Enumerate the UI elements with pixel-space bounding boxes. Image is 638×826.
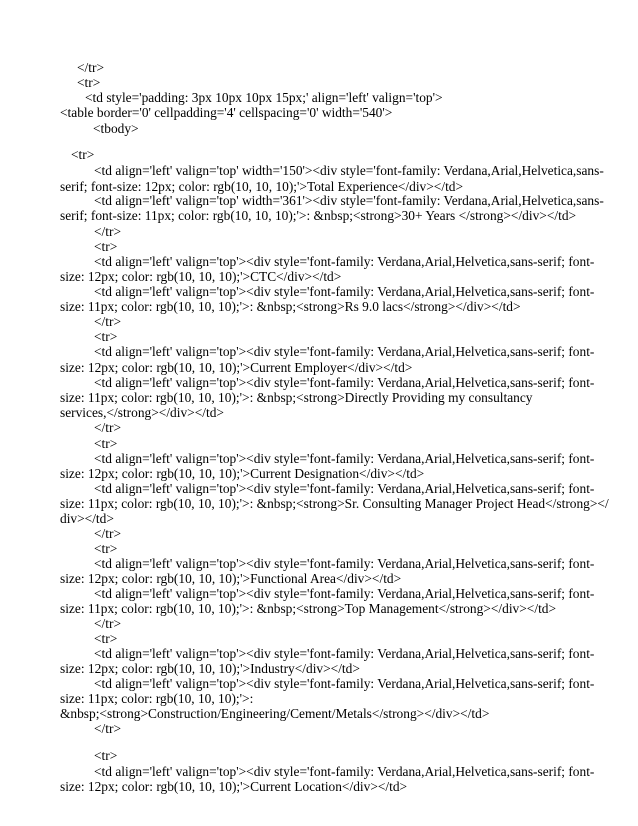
code-line: <td align='left' valign='top'><div style='font-family: Verdana,Arial,Helvetica,sans-serif; font- bbox=[94, 764, 595, 779]
code-line: size: 11px; color: rgb(10, 10, 10);'>: &nbsp;<strong>Sr. Consulting Manager Project Head</strong></ bbox=[60, 496, 609, 511]
code-line: size: 12px; color: rgb(10, 10, 10);'>Functional Area</div></td> bbox=[60, 571, 402, 586]
code-line: <td align='left' valign='top'><div style='font-family: Verdana,Arial,Helvetica,sans-serif; font- bbox=[94, 556, 595, 571]
code-line: services,</strong></div></td> bbox=[60, 405, 224, 420]
code-line: size: 11px; color: rgb(10, 10, 10);'>: &nbsp;<strong>Directly Providing my consultancy bbox=[60, 390, 533, 405]
code-line: <td align='left' valign='top' width='150'><div style='font-family: Verdana,Arial,Helvetica,sans- bbox=[94, 163, 604, 178]
code-line: size: 12px; color: rgb(10, 10, 10);'>Current Designation</div></td> bbox=[60, 466, 425, 481]
code-line: <tr> bbox=[94, 436, 118, 451]
code-line: <td align='left' valign='top'><div style='font-family: Verdana,Arial,Helvetica,sans-serif; font- bbox=[94, 284, 595, 299]
code-line: <td align='left' valign='top'><div style='font-family: Verdana,Arial,Helvetica,sans-serif; font- bbox=[94, 676, 595, 691]
code-line: <tr> bbox=[94, 748, 118, 763]
code-line: <tbody> bbox=[93, 121, 139, 136]
code-line: </tr> bbox=[94, 420, 122, 435]
code-line: <table border='0' cellpadding='4' cellspacing='0' width='540'> bbox=[60, 105, 393, 120]
code-line: size: 12px; color: rgb(10, 10, 10);'>Current Employer</div></td> bbox=[60, 360, 413, 375]
code-line: serif; font-size: 12px; color: rgb(10, 10, 10);'>Total Experience</div></td> bbox=[60, 179, 464, 194]
code-line: </tr> bbox=[77, 60, 105, 75]
code-line: <tr> bbox=[94, 541, 118, 556]
code-line: <td align='left' valign='top'><div style='font-family: Verdana,Arial,Helvetica,sans-serif; font- bbox=[94, 375, 595, 390]
code-line: <td align='left' valign='top'><div style='font-family: Verdana,Arial,Helvetica,sans-serif; font- bbox=[94, 344, 595, 359]
code-line: </tr> bbox=[94, 224, 122, 239]
code-line: <tr> bbox=[77, 75, 101, 90]
code-line: &nbsp;<strong>Construction/Engineering/Cement/Metals</strong></div></td> bbox=[60, 706, 490, 721]
code-line: size: 12px; color: rgb(10, 10, 10);'>CTC</div></td> bbox=[60, 269, 342, 284]
code-line: <tr> bbox=[71, 147, 95, 162]
code-line: size: 11px; color: rgb(10, 10, 10);'>: &nbsp;<strong>Top Management</strong></div></td> bbox=[60, 601, 557, 616]
code-line: <td align='left' valign='top'><div style='font-family: Verdana,Arial,Helvetica,sans-serif; font- bbox=[94, 481, 595, 496]
code-line: div></td> bbox=[60, 511, 114, 526]
code-line: </tr> bbox=[94, 526, 122, 541]
code-line: <td align='left' valign='top'><div style='font-family: Verdana,Arial,Helvetica,sans-serif; font- bbox=[94, 586, 595, 601]
code-line: <tr> bbox=[94, 329, 118, 344]
code-line: size: 12px; color: rgb(10, 10, 10);'>Industry</div></td> bbox=[60, 661, 360, 676]
code-line: <tr> bbox=[94, 239, 118, 254]
code-line: <td align='left' valign='top'><div style='font-family: Verdana,Arial,Helvetica,sans-serif; font- bbox=[94, 451, 595, 466]
code-line: serif; font-size: 11px; color: rgb(10, 10, 10);'>: &nbsp;<strong>30+ Years </strong></div></td> bbox=[60, 208, 577, 223]
code-line: </tr> bbox=[94, 314, 122, 329]
code-line: <td align='left' valign='top' width='361'><div style='font-family: Verdana,Arial,Helvetica,sans- bbox=[94, 193, 604, 208]
code-line: </tr> bbox=[94, 616, 122, 631]
code-line: </tr> bbox=[94, 721, 122, 736]
code-line: <td align='left' valign='top'><div style='font-family: Verdana,Arial,Helvetica,sans-serif; font- bbox=[94, 254, 595, 269]
code-line: <td align='left' valign='top'><div style='font-family: Verdana,Arial,Helvetica,sans-serif; font- bbox=[94, 646, 595, 661]
code-line: size: 11px; color: rgb(10, 10, 10);'>: &nbsp;<strong>Rs 9.0 lacs</strong></div></td> bbox=[60, 299, 521, 314]
code-line: <tr> bbox=[94, 631, 118, 646]
code-line: size: 12px; color: rgb(10, 10, 10);'>Current Location</div></td> bbox=[60, 779, 408, 794]
code-line: <td style='padding: 3px 10px 10px 15px;' align='left' valign='top'> bbox=[85, 90, 443, 105]
code-line: size: 11px; color: rgb(10, 10, 10);'>: bbox=[60, 691, 254, 706]
